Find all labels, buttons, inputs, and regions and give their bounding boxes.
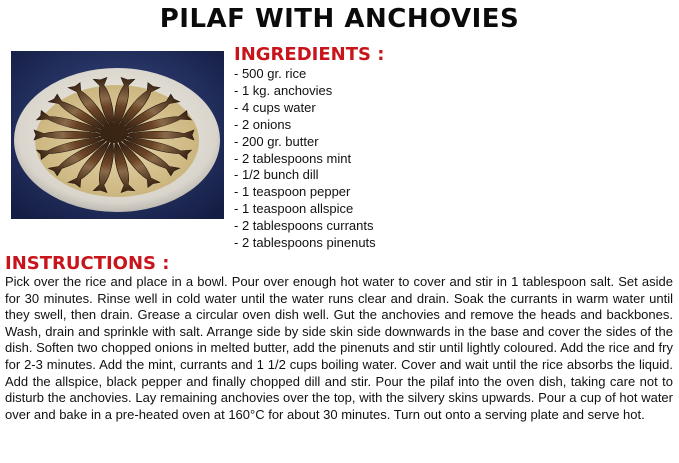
pilaf-photo bbox=[11, 51, 224, 219]
pilaf-dish-illustration bbox=[11, 51, 224, 219]
ingredients-heading: INGREDIENTS : bbox=[234, 44, 385, 65]
ingredient-item: - 1 teaspoon allspice bbox=[234, 201, 354, 217]
ingredient-item: - 1 teaspoon pepper bbox=[234, 184, 351, 200]
ingredient-item: - 2 tablespoons currants bbox=[234, 218, 374, 234]
ingredient-item: - 2 tablespoons pinenuts bbox=[234, 235, 376, 251]
ingredient-item: - 500 gr. rice bbox=[234, 66, 307, 81]
ingredient-item: - 1/2 bunch dill bbox=[234, 167, 319, 183]
instructions-heading: INSTRUCTIONS : bbox=[5, 253, 170, 274]
ingredients-list bbox=[234, 66, 376, 252]
dish-center bbox=[100, 123, 128, 143]
ingredient-item: - 2 tablespoons mint bbox=[234, 150, 352, 166]
instructions-text: Pick over the rice and place in a bowl. Pour over enough hot water to cover and stir in 1 tablespoon salt. Set aside for 30 minutes. Rinse well in cold water until the water runs clear and drain. Soak the currants in warm water until they swell, then drain. Grease a circular oven dish well. Gut the anchovies and remove the heads and backbones. Wash, drain and sprinkle with salt. Arrange side by side skin side downwards in the base and cover the sides of the dish. Soften two chopped onions in melted butter, add the pinenuts and stir until lightly coloured. Add the rice and fry for 2-3 minutes. Add the mint, currants and 1 1/2 cups boiling water. Cover and wait until the rice absorbs the liquid. Add the allspice, black pepper and finally chopped dill and stir. Pour the pilaf into the oven dish, taking care not to disturb the anchovies. Lay remaining anchovies over the top, with the silvery skins upwards. Pour a cup of hot water over and bake in a pre-heated oven at 160°C for about 30 minutes. Turn out onto a serving plate and serve hot. bbox=[5, 274, 673, 422]
ingredient-item: - 4 cups water bbox=[234, 99, 316, 115]
ingredient-item: - 2 onions bbox=[234, 116, 292, 132]
ingredient-item: - 200 gr. butter bbox=[234, 133, 319, 149]
recipe-title: PILAF WITH ANCHOVIES bbox=[159, 4, 520, 34]
ingredient-item: - 1 kg. anchovies bbox=[234, 82, 333, 98]
